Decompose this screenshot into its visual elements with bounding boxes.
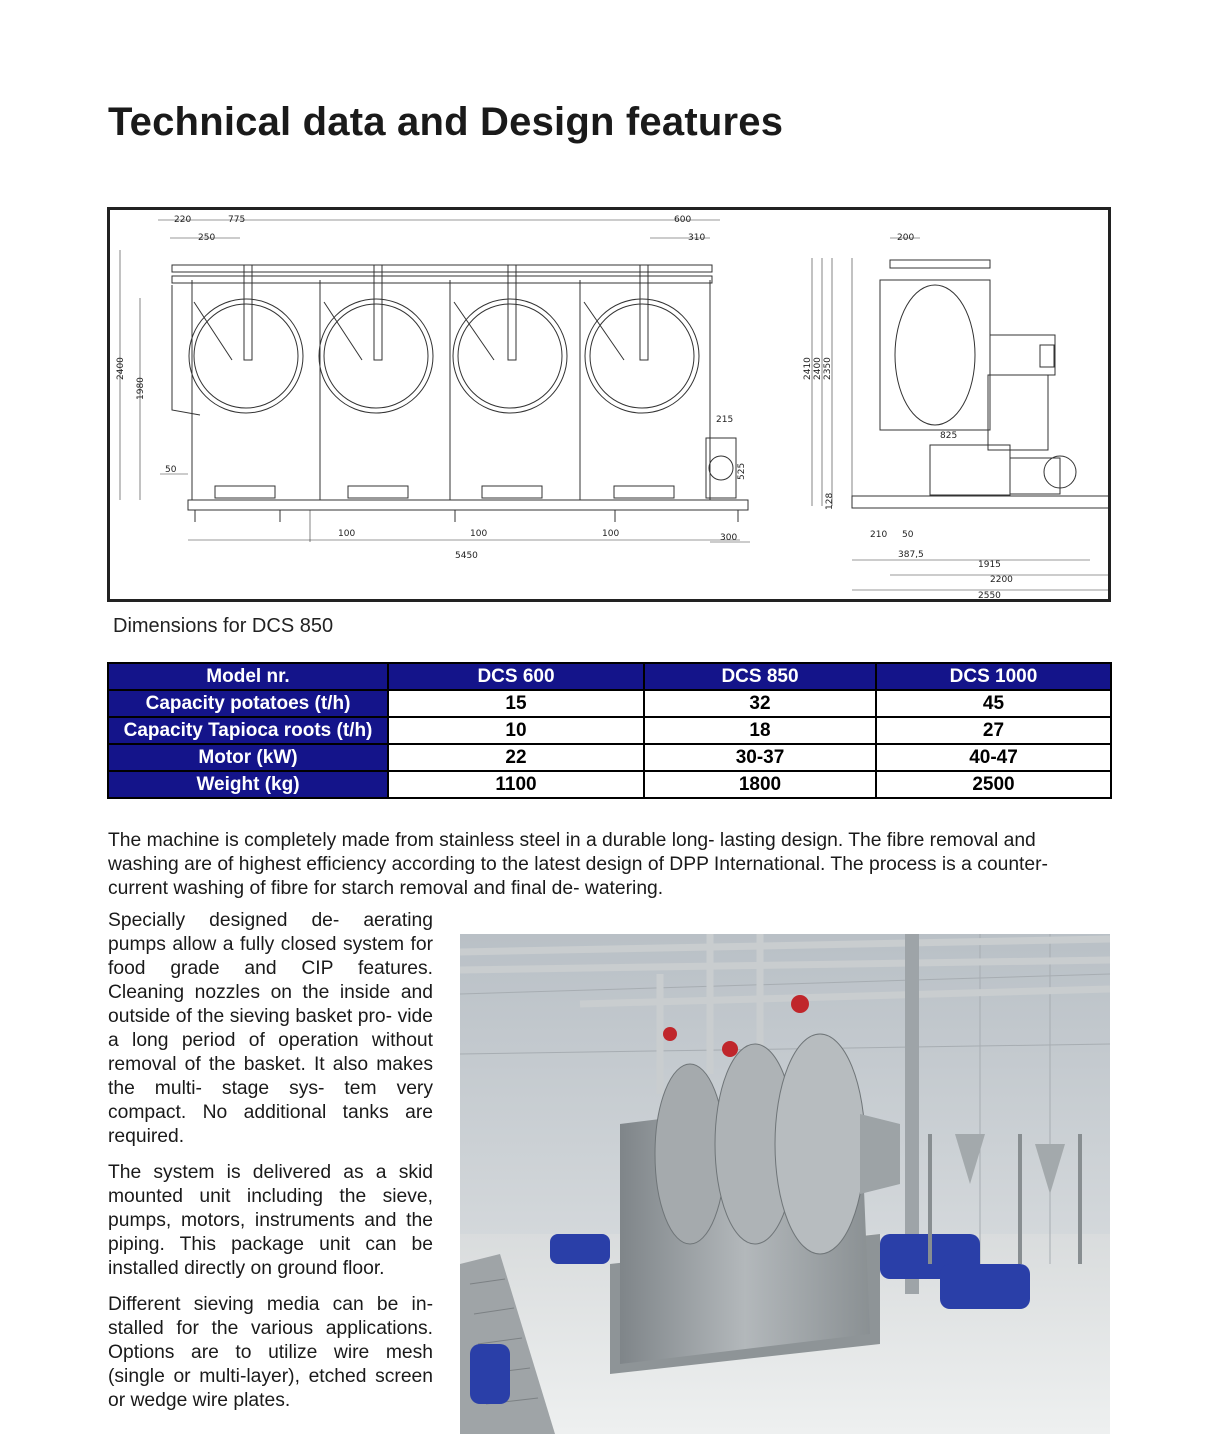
dim-label: 825 xyxy=(940,431,958,441)
dim-label: 50 xyxy=(165,465,177,475)
feature-paragraph: Specially designed de- aerating pumps allow a fully closed system for food grade and CIP features. Cleaning nozzles on the inside and outside of the sieving basket pro- vide a long period of operation without removal of the basket. It also makes the multi- stage sys- tem very compact. No additional tanks are required. xyxy=(108,910,433,1147)
dim-label: 775 xyxy=(228,215,246,225)
dim-label: 210 xyxy=(870,530,888,540)
table-cell: 18 xyxy=(644,717,876,744)
table-header-row xyxy=(108,663,1111,690)
dim-label: 300 xyxy=(720,533,738,543)
dim-label: 2350 xyxy=(823,357,833,380)
dim-label: 100 xyxy=(602,529,620,539)
table-cell: 40-47 xyxy=(876,744,1111,771)
dim-label: 2200 xyxy=(990,575,1013,585)
technical-drawing xyxy=(107,207,1111,602)
side-housing xyxy=(880,280,990,430)
dim-label: 200 xyxy=(897,233,915,243)
table-cell: 27 xyxy=(876,717,1111,744)
table-header-cell: DCS 1000 xyxy=(876,663,1111,690)
table-row xyxy=(108,744,1111,771)
front-skid xyxy=(188,500,748,510)
dim-label: 1915 xyxy=(978,560,1001,570)
dim-label: 50 xyxy=(902,530,914,540)
table-cell: 30-37 xyxy=(644,744,876,771)
row-label: Capacity Tapioca roots (t/h) xyxy=(108,717,388,744)
photo-illustration xyxy=(460,934,1110,1434)
dim-label: 310 xyxy=(688,233,706,243)
table-header-cell: Model nr. xyxy=(108,663,388,690)
row-label: Weight (kg) xyxy=(108,771,388,798)
feature-paragraph: The system is delivered as a skid mounted unit including the sieve, pumps, motors, instruments and the piping. This package unit can be installed directly on ground floor. xyxy=(108,1162,433,1279)
table-row xyxy=(108,690,1111,717)
dim-label: 250 xyxy=(198,233,216,243)
machine-photo xyxy=(460,934,1110,1434)
table-cell: 1800 xyxy=(644,771,876,798)
drum-3 xyxy=(453,299,567,413)
row-label: Capacity potatoes (t/h) xyxy=(108,690,388,717)
intro-paragraph: The machine is completely made from stainless steel in a durable long- lasting design. The fibre removal and washing are of highest efficiency according to the latest design of DPP International. The process is a counter- current washing of fibre for starch removal and final de- watering. xyxy=(108,830,1048,899)
dim-label: 525 xyxy=(737,462,747,480)
table-cell: 32 xyxy=(644,690,876,717)
table-cell: 10 xyxy=(388,717,644,744)
table-cell: 15 xyxy=(388,690,644,717)
table-cell: 22 xyxy=(388,744,644,771)
row-label: Motor (kW) xyxy=(108,744,388,771)
dim-label: 100 xyxy=(338,529,356,539)
drum-1 xyxy=(189,299,303,413)
dim-label: 600 xyxy=(674,215,692,225)
table-header-cell: DCS 850 xyxy=(644,663,876,690)
drawing-caption: Dimensions for DCS 850 xyxy=(113,615,334,637)
table-row xyxy=(108,771,1111,798)
feature-paragraph: Different sieving media can be in- stalled for the various applications. Options are to utilize wire mesh (single or multi-layer), etched screen or wedge wire plates. xyxy=(108,1294,433,1411)
dim-label: 2400 xyxy=(813,357,823,380)
dim-label: 2550 xyxy=(978,591,1001,599)
drum-4 xyxy=(585,299,699,413)
feature-text-column xyxy=(108,909,433,1425)
table-cell: 1100 xyxy=(388,771,644,798)
dim-label: 2410 xyxy=(803,357,813,380)
table-row xyxy=(108,717,1111,744)
dim-label: 100 xyxy=(470,529,488,539)
dim-label: 1980 xyxy=(136,377,146,400)
dim-label: 215 xyxy=(716,415,734,425)
page-title: Technical data and Design features xyxy=(108,100,784,144)
dim-label: 387,5 xyxy=(898,550,924,560)
table-header-cell: DCS 600 xyxy=(388,663,644,690)
side-skid xyxy=(852,496,1108,508)
drawing-svg xyxy=(110,210,1108,599)
table-cell: 45 xyxy=(876,690,1111,717)
drum-2 xyxy=(319,299,433,413)
spec-table xyxy=(107,662,1112,799)
dim-label: 128 xyxy=(825,492,835,510)
table-cell: 2500 xyxy=(876,771,1111,798)
dim-label: 5450 xyxy=(455,551,478,561)
dim-label: 2400 xyxy=(116,357,126,380)
dim-label: 220 xyxy=(174,215,192,225)
